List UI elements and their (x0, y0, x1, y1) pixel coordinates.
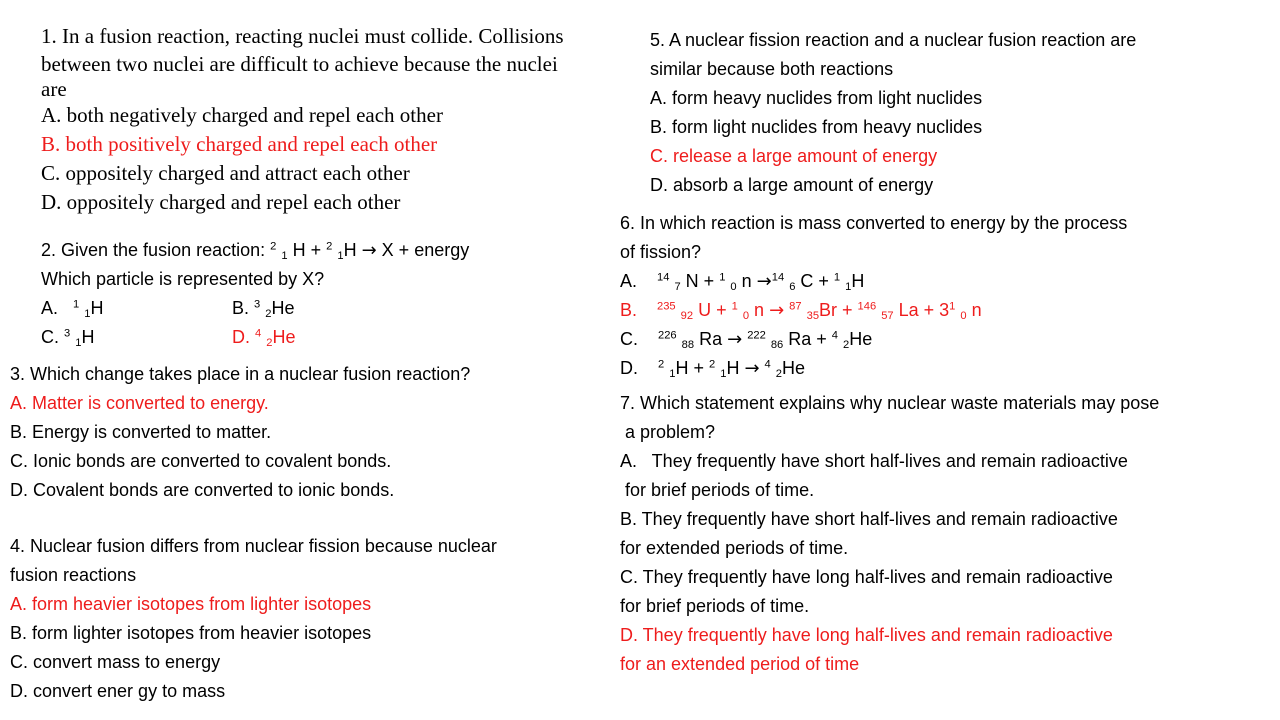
q1-option-d: D. oppositely charged and repel each other (41, 190, 401, 214)
q4-stem-line-2: fusion reactions (10, 565, 137, 585)
q2-options-row-2 (41, 323, 469, 352)
q2-stem-line-1: 2. Given the fusion reaction: $^2$ $_1$ H + $^2$ $_1$H → X + energy (41, 240, 470, 262)
q5-option-c-answer: C. release a large amount of energy (650, 146, 938, 166)
q2-option-c: C. $^3$ $_1$H (41, 327, 95, 349)
q1-option-c: C. oppositely charged and attract each other (41, 161, 410, 185)
right-arrow-icon: → (769, 300, 785, 321)
question-4 (10, 532, 497, 706)
right-arrow-icon: → (727, 329, 743, 350)
q4-option-d: D. convert ener gy to mass (10, 681, 226, 701)
q2-option-d-answer: D. $^4$ $_2$He (232, 327, 296, 349)
q2-stem-line-2: Which particle is represented by X? (41, 269, 325, 289)
q1-stem-line-1: 1. In a fusion reaction, reacting nuclei must collide. Collisions (41, 24, 564, 48)
q7-option-b-line-1: B. They frequently have short half-lives and remain radioactive (620, 509, 1118, 529)
q4-option-a-answer: A. form heavier isotopes from lighter isotopes (10, 594, 372, 614)
q5-stem-line-1: 5. A nuclear fission reaction and a nuclear fusion reaction are (650, 30, 1137, 50)
q7-option-b-line-2: for extended periods of time. (620, 538, 849, 558)
q7-stem-line-1: 7. Which statement explains why nuclear waste materials may pose (620, 393, 1160, 413)
q1-stem-line-2: between two nuclei are difficult to achieve because the nuclei (41, 52, 558, 76)
q3-option-c: C. Ionic bonds are converted to covalent bonds. (10, 451, 392, 471)
q7-option-c-line-1: C. They frequently have long half-lives and remain radioactive (620, 567, 1113, 587)
right-arrow-icon: → (756, 271, 772, 292)
question-6 (620, 209, 1127, 383)
q1-stem-line-3: are (41, 77, 67, 101)
right-arrow-icon: → (744, 358, 760, 379)
q7-option-a-line-2: for brief periods of time. (620, 480, 815, 500)
q7-option-d-answer-line-2: for an extended period of time (620, 654, 860, 674)
q3-option-d: D. Covalent bonds are converted to ionic bonds. (10, 480, 395, 500)
question-5 (650, 26, 1136, 200)
q6-stem-line-2: of fission? (620, 242, 702, 262)
q6-option-d: D. $^2$ $_1$H + $^2$ $_1$H → $^4$ $_2$He (620, 358, 806, 380)
q5-option-d: D. absorb a large amount of energy (650, 175, 934, 195)
q6-option-b-answer: B. $^{235}$ $_{92}$ U + $^1$ $_0$ n → $^{87}$ $_{35}$Br + $^{146}$ $_{57}$ $La + 3^1$ $_0$ n (620, 300, 982, 322)
q4-option-b: B. form lighter isotopes from heavier isotopes (10, 623, 372, 643)
q3-option-a-answer: A. Matter is converted to energy. (10, 393, 269, 413)
q6-stem-line-1: 6. In which reaction is mass converted to energy by the process (620, 213, 1128, 233)
right-arrow-icon: → (361, 240, 377, 261)
q1-option-b-answer: B. both positively charged and repel each other (41, 132, 438, 156)
q1-option-a: A. both negatively charged and repel each other (41, 103, 443, 127)
q7-stem-line-2: a problem? (620, 422, 716, 442)
q7-option-c-line-2: for brief periods of time. (620, 596, 810, 616)
q7-option-d-answer-line-1: D. They frequently have long half-lives and remain radioactive (620, 625, 1113, 645)
q5-option-b: B. form light nuclides from heavy nuclides (650, 117, 983, 137)
question-7 (620, 389, 1159, 679)
q2-options-row-1 (41, 294, 469, 323)
q2-option-b: B. $^3$ $_2$He (232, 298, 295, 320)
q2-option-a: A. $^1$ $_1$H (41, 298, 104, 320)
q5-option-a: A. form heavy nuclides from light nuclides (650, 88, 983, 108)
question-3 (10, 360, 470, 505)
q7-option-a-line-1: A. They frequently have short half-lives and remain radioactive (620, 451, 1128, 471)
q6-option-c: C. $^{226}$ $_{88}$ Ra → $^{222}$ $_{86}$ Ra + $^4$ $_2$He (620, 329, 873, 351)
question-1 (41, 22, 564, 217)
question-2 (41, 236, 469, 352)
q4-option-c: C. convert mass to energy (10, 652, 221, 672)
q6-option-a: A. $^{14}$ $_7$ N + $^1$ $_0$ n →$^{14}$ $_6$ C + $^1$ $_1$H (620, 271, 865, 293)
q3-option-b: B. Energy is converted to matter. (10, 422, 272, 442)
q5-stem-line-2: similar because both reactions (650, 59, 894, 79)
q4-stem-line-1: 4. Nuclear fusion differs from nuclear fission because nuclear (10, 536, 497, 556)
q3-stem: 3. Which change takes place in a nuclear fusion reaction? (10, 364, 471, 384)
